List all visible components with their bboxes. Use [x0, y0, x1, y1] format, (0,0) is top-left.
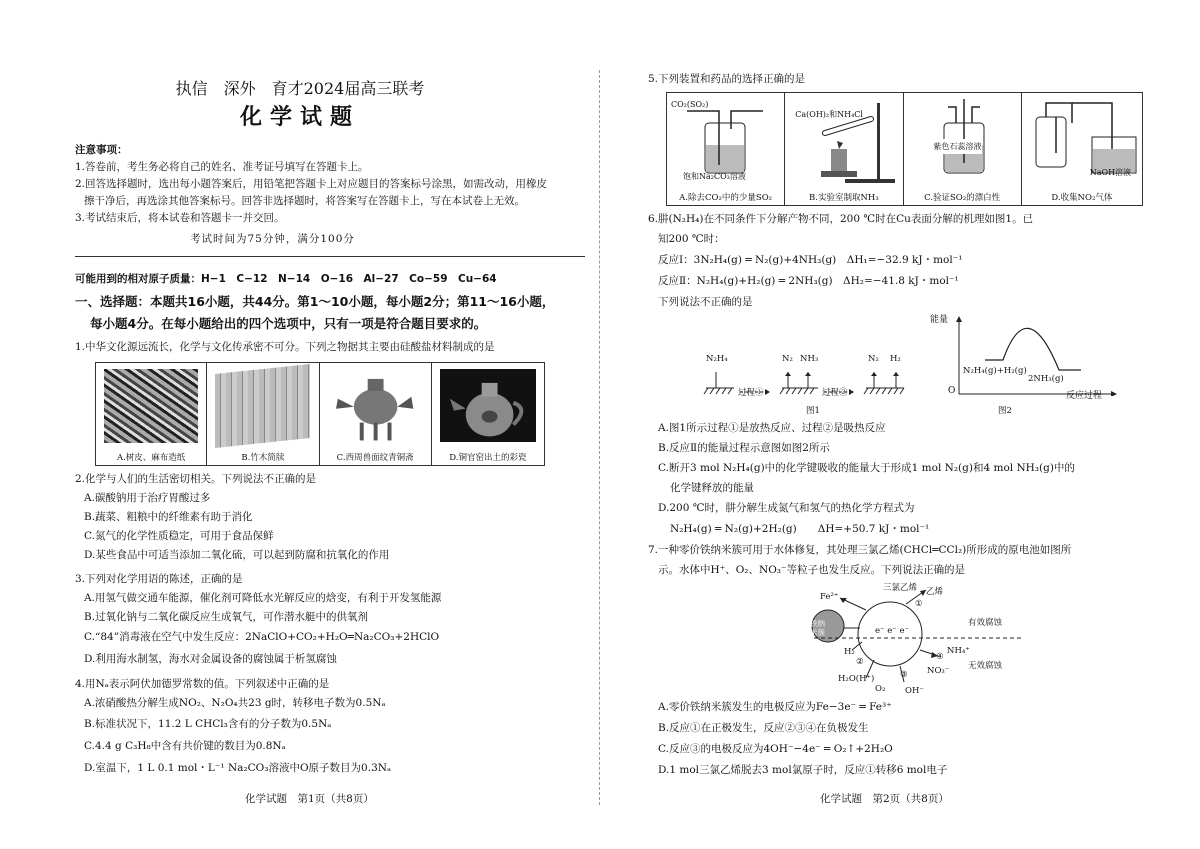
- fig3-num4: ④: [936, 652, 944, 662]
- q4-option-d: D.室温下，1 L 0.1 mol・L⁻¹ Na₂CO₃溶液中O原子数目为0.3Nₐ: [84, 762, 391, 774]
- q1-image-row: [95, 362, 545, 466]
- notice-title: 注意事项：: [75, 144, 128, 156]
- fig3-no3: NO₃⁻: [927, 666, 950, 676]
- q4-option-a: A.浓硝酸热分解生成NO₂、N₂O₄共23 g时，转移电子数为0.5Nₐ: [84, 697, 386, 709]
- fig3-num2: ②: [856, 657, 864, 667]
- q5-label-naoh: NaOH溶液: [1089, 168, 1132, 177]
- q7-stem-2: 示。水体中H⁺、O₂、NO₃⁻等粒子也发生反应。下列说法正确的是: [658, 564, 966, 576]
- fig1-h2: H₂: [890, 354, 901, 364]
- q5-label-na2co3: 饱和Na₂CO₃溶液: [683, 172, 746, 181]
- electrons-icon: e⁻ e⁻ e⁻: [875, 626, 909, 636]
- q1-stem: 1.中华文化源远流长，化学与文化传承密不可分。下列之物据其主要由硅酸盐材料制成的是: [75, 341, 495, 353]
- fig1-n2: N₂: [782, 354, 793, 364]
- q7-option-a: A.零价铁纳米簇发生的电极反应为Fe−3e⁻ ═ Fe³⁺: [658, 701, 892, 713]
- bamboo-slips-image: [215, 364, 310, 448]
- fig3-core: 铁纳米簇: [810, 619, 825, 637]
- time-info: 考试时间为75分钟，满分100分: [190, 233, 355, 245]
- fig2-origin: O: [948, 386, 956, 396]
- q6-reaction-2: 反应Ⅱ：N₂H₄(g)+H₂(g) ═ 2NH₃(g) ΔH₂=−41.8 kJ・mol⁻¹: [658, 275, 959, 287]
- notice-1: 1.答卷前，考生务必将自己的姓名、准考证号填写在答题卡上。: [75, 161, 369, 173]
- q7-option-d: D.1 mol三氯乙烯脱去3 mol氯原子时，反应①转移6 mol电子: [658, 764, 948, 776]
- bark-paper-image: [104, 369, 198, 443]
- q2-option-a: A.碳酸钠用于治疗胃酸过多: [84, 492, 211, 504]
- q7-option-b: B.反应①在正极发生，反应②③④在负极发生: [658, 722, 869, 734]
- fig3-num1: ①: [915, 599, 923, 609]
- q5-stem: 5.下列装置和药品的选择正确的是: [648, 73, 806, 85]
- q6-ask: 下列说法不正确的是: [658, 296, 753, 308]
- q5-label-reagents: Ca(OH)₂和NH₄Cl: [795, 110, 863, 119]
- fig2-xlabel: 反应过程: [1066, 391, 1103, 401]
- fig1-caption: 图1: [806, 406, 820, 416]
- figure-1-diagram: [700, 348, 940, 408]
- q4-option-c: C.4.4 g C₃H₈中含有共价键的数目为0.8Nₐ: [84, 740, 286, 752]
- fig1-step2: 过程②: [822, 388, 848, 398]
- q6-option-b: B.反应Ⅱ的能量过程示意图如图2所示: [658, 442, 830, 454]
- fig3-ineffective: 无效腐蚀: [968, 661, 1003, 671]
- q1-option-b: B.竹木简牍: [207, 363, 319, 465]
- fig3-h2o: H₂O(H⁺): [838, 674, 875, 684]
- page-footer-right: 化学试题 第2页（共8页）: [820, 793, 949, 805]
- q7-option-c: C.反应③的电极反应为4OH⁻−4e⁻ ═ O₂↑+2H₂O: [658, 743, 893, 755]
- fig1-step1: 过程①: [738, 388, 764, 398]
- q6-option-d: D.200 ℃时，肼分解生成氮气和氢气的热化学方程式为: [658, 502, 915, 514]
- fig3-fe2: Fe²⁺: [820, 592, 839, 602]
- q5-option-b: Ca(OH)₂和NH₄Cl B.实验室制取NH₃: [785, 93, 903, 205]
- fig2-ylabel: 能量: [930, 315, 949, 325]
- q5-option-c: 紫色石蕊溶液 C.验证SO₂的漂白性: [904, 93, 1022, 205]
- q2-option-c: C.氮气的化学性质稳定，可用于食品保鲜: [84, 530, 274, 542]
- q6-option-d-eq: N₂H₄(g) ═ N₂(g)+2H₂(g) ΔH=+50.7 kJ・mol⁻¹: [670, 523, 930, 535]
- q5-label-gas: CO₂(SO₂): [671, 100, 709, 109]
- q5-apparatus-row: [666, 92, 1143, 206]
- q3-stem: 3.下列对化学用语的陈述，正确的是: [75, 573, 243, 585]
- notice-2b: 擦干净后，再选涂其他答案标号。回答非选择题时，将答案写在答题卡上，写在本试卷上无效。: [84, 195, 525, 207]
- fig3-h2: H₂: [844, 647, 855, 657]
- q6-reaction-1: 反应Ⅰ：3N₂H₄(g) ═ N₂(g)+4NH₃(g) ΔH₁=−32.9 kJ・mol⁻¹: [658, 254, 963, 266]
- q5-label-litmus: 紫色石蕊溶液: [934, 139, 982, 154]
- q4-option-b: B.标准状况下，11.2 L CHCl₃含有的分子数为0.5Nₐ: [84, 718, 332, 730]
- page-footer-left: 化学试题 第1页（共8页）: [245, 793, 374, 805]
- q3-option-a: A.用氢气做交通车能源，催化剂可降低水光解反应的焓变，有利于开发氢能源: [84, 592, 442, 604]
- q6-option-a: A.图1所示过程①是放热反应、过程②是吸热反应: [658, 422, 886, 434]
- fig3-nh4: NH₄⁺: [947, 646, 970, 656]
- right-page: [600, 0, 1200, 849]
- q3-option-d: D.利用海水制氢，海水对金属设备的腐蚀属于析氢腐蚀: [84, 653, 337, 665]
- atomic-mass: 可能用到的相对原子质量：H−1 C−12 N−14 O−16 Al−27 Co−59 Cu−64: [75, 273, 497, 285]
- q4-stem: 4.用Nₐ表示阿伏加德罗常数的值。下列叙述中正确的是: [75, 678, 330, 690]
- q3-option-c: C.“84”消毒液在空气中发生反应：2NaClO+CO₂+H₂O═Na₂CO₃+2HClO: [84, 631, 440, 643]
- q1-option-a: A.树皮、麻布造纸: [96, 363, 207, 465]
- notice-3: 3.考试结束后，将本试卷和答题卡一并交回。: [75, 212, 285, 224]
- fig1-n2b: N₂: [868, 354, 879, 364]
- exam-header: 执信 深外 育才2024届高三联考: [175, 79, 425, 98]
- q6-option-c: C.断开3 mol N₂H₄(g)中的化学键吸收的能量大于形成1 mol N₂(g)和4 mol NH₃(g)中的: [658, 462, 1075, 474]
- fig3-num3: ③: [900, 670, 908, 680]
- fig1-n2h4: N₂H₄: [706, 354, 728, 364]
- fig3-effective: 有效腐蚀: [968, 618, 1003, 628]
- fig1-nh3: NH₃: [800, 354, 819, 364]
- q5-option-d: NaOH溶液 D.收集NO₂气体: [1022, 93, 1142, 205]
- fig2-caption: 图2: [998, 406, 1012, 416]
- fig3-o2: O₂: [875, 684, 886, 694]
- q2-option-b: B.蔬菜、粗粮中的纤维素有助于消化: [84, 511, 253, 523]
- q6-stem-2: 知200 ℃时：: [658, 233, 725, 245]
- fig3-tce: 三氯乙烯: [883, 583, 918, 593]
- q6-stem-1: 6.肼(N₂H₄)在不同条件下分解产物不同，200 ℃时在Cu表面分解的机理如图1。已: [648, 213, 1034, 225]
- fig2-product: 2NH₃(g): [1028, 374, 1064, 384]
- q2-stem: 2.化学与人们的生活密切相关。下列说法不正确的是: [75, 473, 317, 485]
- q5-option-a: CO₂(SO₂) 饱和Na₂CO₃溶液 A.除去CO₂中的少量SO₂: [667, 93, 785, 205]
- q6-option-c-2: 化学键释放的能量: [670, 482, 754, 494]
- porcelain-ewer-image: [440, 369, 536, 442]
- q1-option-c: C.西周兽面纹青铜斋: [320, 363, 432, 465]
- fig3-ethene: 乙烯: [926, 587, 944, 597]
- bronze-vessel-image: [328, 369, 423, 442]
- q3-option-b: B.过氧化钠与二氧化碳反应生成氧气，可作潜水艇中的供氧剂: [84, 611, 369, 623]
- exam-title: 化学试题: [239, 105, 360, 130]
- fig2-reactant: N₂H₄(g)+H₂(g): [963, 366, 1027, 376]
- fig3-oh: OH⁻: [905, 686, 924, 696]
- section1-heading: 一、选择题：本题共16小题，共44分。第1～10小题，每小题2分；第11～16小题，: [75, 294, 555, 309]
- notice-2: 2.回答选择题时，选出每小题答案后，用铅笔把答题卡上对应题目的答案标号涂黑，如需改动，用橡皮: [75, 178, 548, 190]
- section1-heading-2: 每小题4分。在每小题给出的四个选项中，只有一项是符合题目要求的。: [90, 316, 487, 331]
- q1-option-d: D.铜官窑出土的彩瓷: [432, 363, 544, 465]
- q2-option-d: D.某些食品中可适当添加二氧化硫，可以起到防腐和抗氧化的作用: [84, 549, 390, 561]
- q7-stem-1: 7.一种零价铁纳米簇可用于水体修复，其处理三氯乙烯(CHCl═CCl₂)所形成的原电池如图所: [648, 544, 1072, 556]
- header-rule: [75, 256, 585, 257]
